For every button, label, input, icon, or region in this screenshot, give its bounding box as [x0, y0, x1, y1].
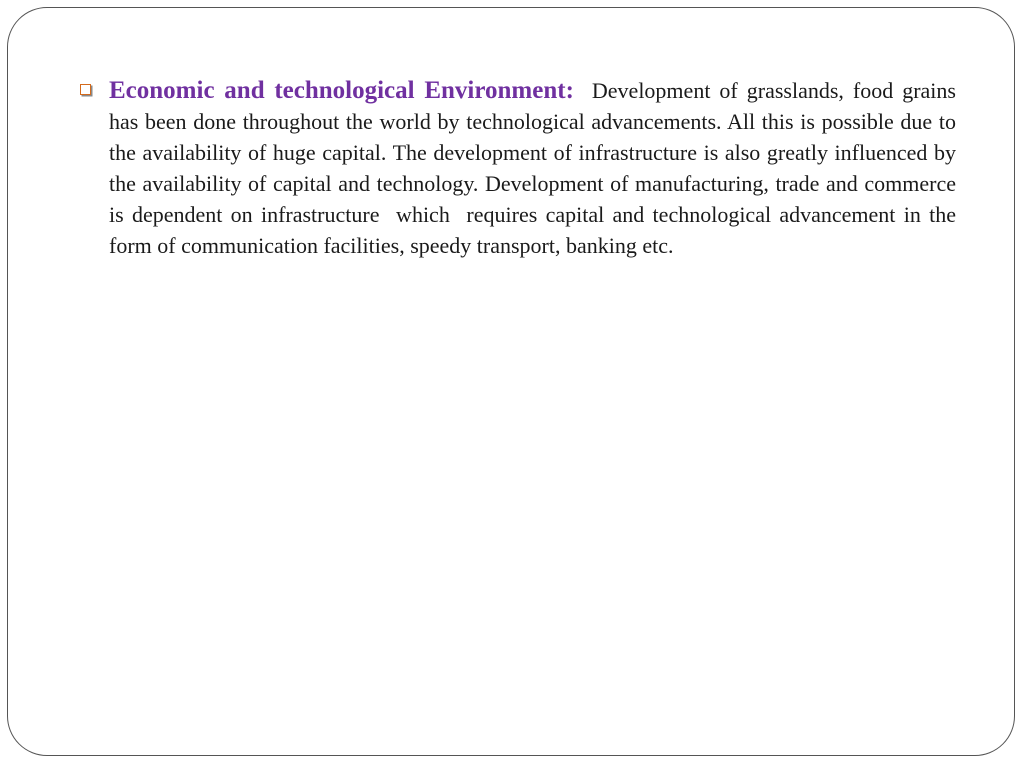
paragraph-body: Development of grasslands, food grains has been done throughout the world by technological advancements. All this is possible due to the availability of huge capital. The development of infrastructure is also greatly influenced by the availability of capital and technology. Development of manufacturing, trade and commerce is dependent on infrastructure which requires capital and technological advancement in the form of communication facilities, speedy transport, banking etc.: [109, 78, 962, 258]
bullet-paragraph: [109, 75, 962, 261]
square-bullet-icon: [80, 84, 91, 95]
bullet-item: [80, 75, 962, 261]
section-heading: Economic and technological Environment:: [109, 77, 574, 104]
slide-frame: [7, 7, 1015, 756]
